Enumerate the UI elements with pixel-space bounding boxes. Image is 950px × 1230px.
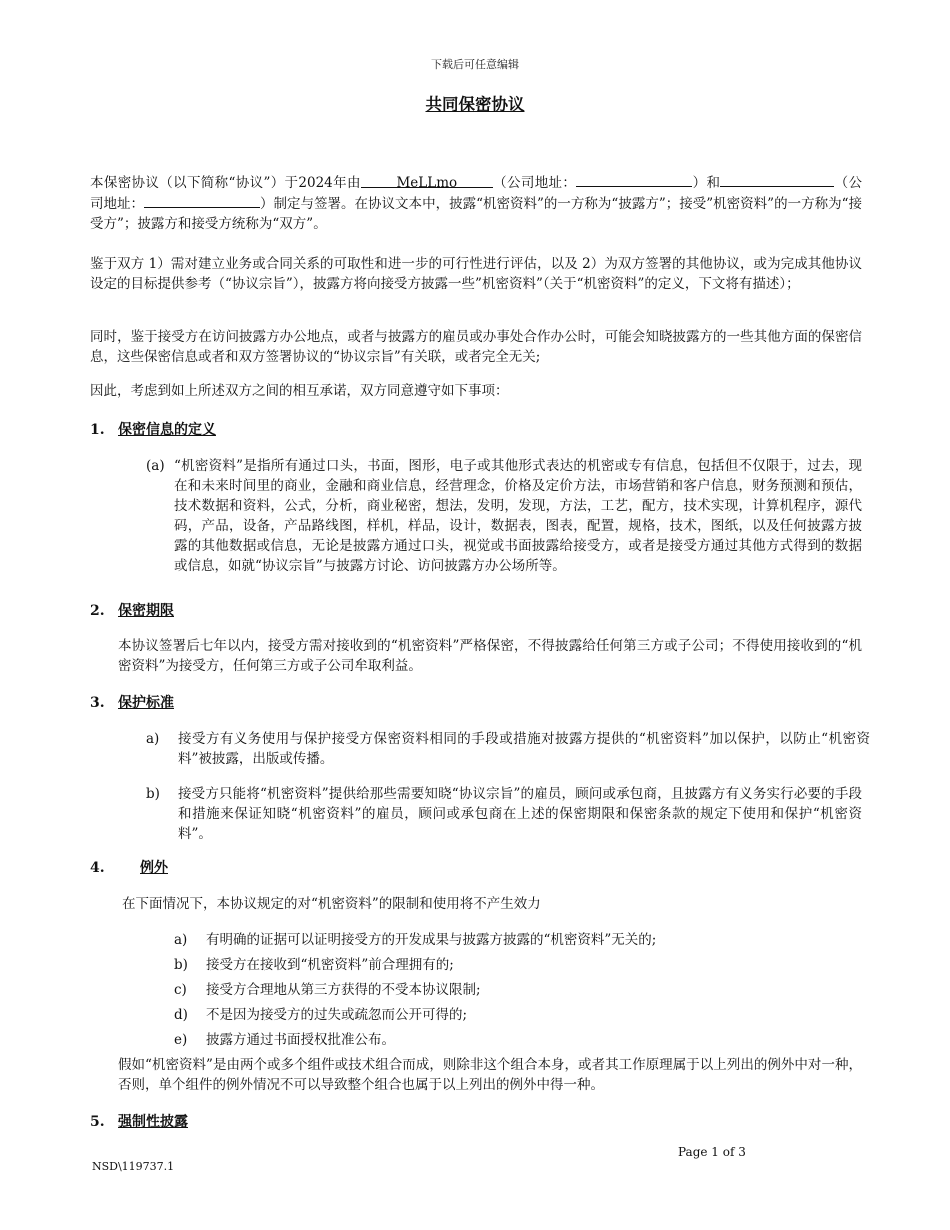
party-blank-2 xyxy=(756,172,834,187)
list-item-text: “机密资料”是指所有通过口头，书面，图形，电子或其他形式表达的机密或专有信息，包括但不仅限于，过去，现在和未来时间里的商业，金融和商业信息，经营理念，价格及定价方法，市场营销和客户信息，财务预测和预估，技术数据和资料，公式，分析，商业秘密，想法，发明，发现，方法，工艺，配方，技术实现，计算机程序，源代码，产品，设备，产品路线图，样机，样品，设计，数据表，图表，配置，规格，技术，图纸，以及任何披露方披露的其他数据或信息，无论是披露方通过口头，视觉或书面披露给接受方，或者是接受方通过其他方式得到的数据或信息，如就“协议宗旨”与披露方讨论、访问披露方办公场所等。 xyxy=(174,458,862,574)
list-item xyxy=(146,729,870,769)
list-item-label: e) xyxy=(174,1032,188,1048)
list-item-label: d) xyxy=(174,1007,188,1023)
intro-text-b: （公司地址： xyxy=(492,175,577,191)
list-item xyxy=(174,1030,854,1050)
list-item-text: 接受方在接收到“机密资料”前合理拥有的; xyxy=(206,957,454,973)
intro-paragraph-3: 同时，鉴于接受方在访问披露方办公地点，或者与披露方的雇员或办事处合作办公时，可能会知晓披露方的一些其他方面的保密信息，这些保密信息或者和双方签署协议的“协议宗旨”有关联，或者完全无关; xyxy=(90,329,862,365)
list-item-text: 有明确的证据可以证明接受方的开发成果与披露方披露的“机密资料”无关的; xyxy=(206,932,657,948)
section-heading-5 xyxy=(90,1111,188,1131)
list-item-text: 披露方通过书面授权批准公布。 xyxy=(206,1032,395,1048)
section-number: 1. xyxy=(90,422,105,438)
section-4-intro: 在下面情况下，本协议规定的对“机密资料”的限制和使用将不产生效力 xyxy=(122,896,541,912)
page-header: 下载后可任意编辑 xyxy=(431,58,519,71)
section-title: 例外 xyxy=(140,860,168,876)
list-item xyxy=(146,784,862,844)
list-item xyxy=(174,930,854,950)
page-number: Page 1 of 3 xyxy=(678,1145,746,1159)
company-name: MeLLmo xyxy=(396,175,458,191)
intro-text-e: ）制定与签署。在协议文本中，披露“机密资料”的一方称为“披露方”；接受”机密资料”的一方称为“接受方”；披露方和接受方统称为“双方”。 xyxy=(90,196,862,232)
address-blank-2 xyxy=(144,193,260,208)
list-item-label: a) xyxy=(174,932,188,948)
list-item-label: c) xyxy=(174,982,187,998)
list-item-label: a) xyxy=(146,731,160,747)
intro-paragraph-2: 鉴于双方 1）需对建立业务或合同关系的可取性和进一步的可行性进行评估，以及 2）为双方签署的其他协议，或为完成其他协议设定的目标提供参考（“协议宗旨”），披露方将向接受方披露一些”机密资料”（关于“机密资料”的定义，下文将有描述）； xyxy=(90,256,862,292)
section-number: 2. xyxy=(90,603,105,619)
section-number: 4. xyxy=(90,860,105,876)
section-heading-2 xyxy=(90,600,174,620)
list-item-text: 不是因为接受方的过失或疏忽而公开可得的; xyxy=(206,1007,468,1023)
intro-text-c: ）和 xyxy=(692,175,721,191)
section-heading-4 xyxy=(90,857,168,877)
section-number: 3. xyxy=(90,695,105,711)
section-number: 5. xyxy=(90,1114,105,1130)
list-item-text: 接受方有义务使用与保护接受方保密资料相同的手段或措施对披露方提供的“机密资料”加以保护，以防止“机密资料”被披露，出版或传播。 xyxy=(178,731,870,767)
section-heading-1 xyxy=(90,419,216,439)
section-4-closing: 假如“机密资料”是由两个或多个组件或技术组合而成，则除非这个组合本身，或者其工作原理属于以上列出的例外中对一种，否则，单个组件的例外情况不可以导致整个组合也属于以上列出的例外中得一种。 xyxy=(118,1057,862,1093)
list-item-text: 接受方合理地从第三方获得的不受本协议限制; xyxy=(206,982,481,998)
section-title: 强制性披露 xyxy=(118,1114,188,1130)
list-item-text: 接受方只能将“机密资料”提供给那些需要知晓“协议宗旨”的雇员，顾问或承包商，且披露方有义务实行必要的手段和措施来保证知晓“机密资料”的雇员，顾问或承包商在上述的保密期限和保密条款的规定下使用和保护“机密资料”。 xyxy=(178,786,862,842)
section-heading-3 xyxy=(90,692,174,712)
list-item xyxy=(174,980,854,1000)
company-name-field xyxy=(361,173,493,191)
section-title: 保护标准 xyxy=(118,695,174,711)
intro-text-d: （公司地址： xyxy=(90,175,863,212)
document-title: 共同保密协议 xyxy=(425,95,525,114)
party-blank xyxy=(720,172,756,187)
list-item xyxy=(174,1005,854,1025)
list-item-label: b) xyxy=(174,957,188,973)
intro-paragraph-1 xyxy=(90,172,862,234)
section-title: 保密期限 xyxy=(118,603,174,619)
address-blank-1 xyxy=(576,172,692,187)
list-item xyxy=(146,456,862,576)
list-item-label: b) xyxy=(146,786,160,802)
section-2-body: 本协议签署后七年以内，接受方需对接收到的“机密资料”严格保密，不得披露给任何第三方或子公司；不得使用接收到的“机密资料”为接受方，任何第三方或子公司牟取利益。 xyxy=(118,638,862,674)
section-title: 保密信息的定义 xyxy=(118,422,216,438)
document-id: NSD\119737.1 xyxy=(92,1160,175,1173)
intro-text-a: 本保密协议（以下简称“协议”）于2024年由 xyxy=(90,175,361,191)
list-item-label: (a) xyxy=(146,458,165,474)
list-item xyxy=(174,955,854,975)
intro-paragraph-4: 因此，考虑到如上所述双方之间的相互承诺，双方同意遵守如下事项： xyxy=(90,383,509,399)
